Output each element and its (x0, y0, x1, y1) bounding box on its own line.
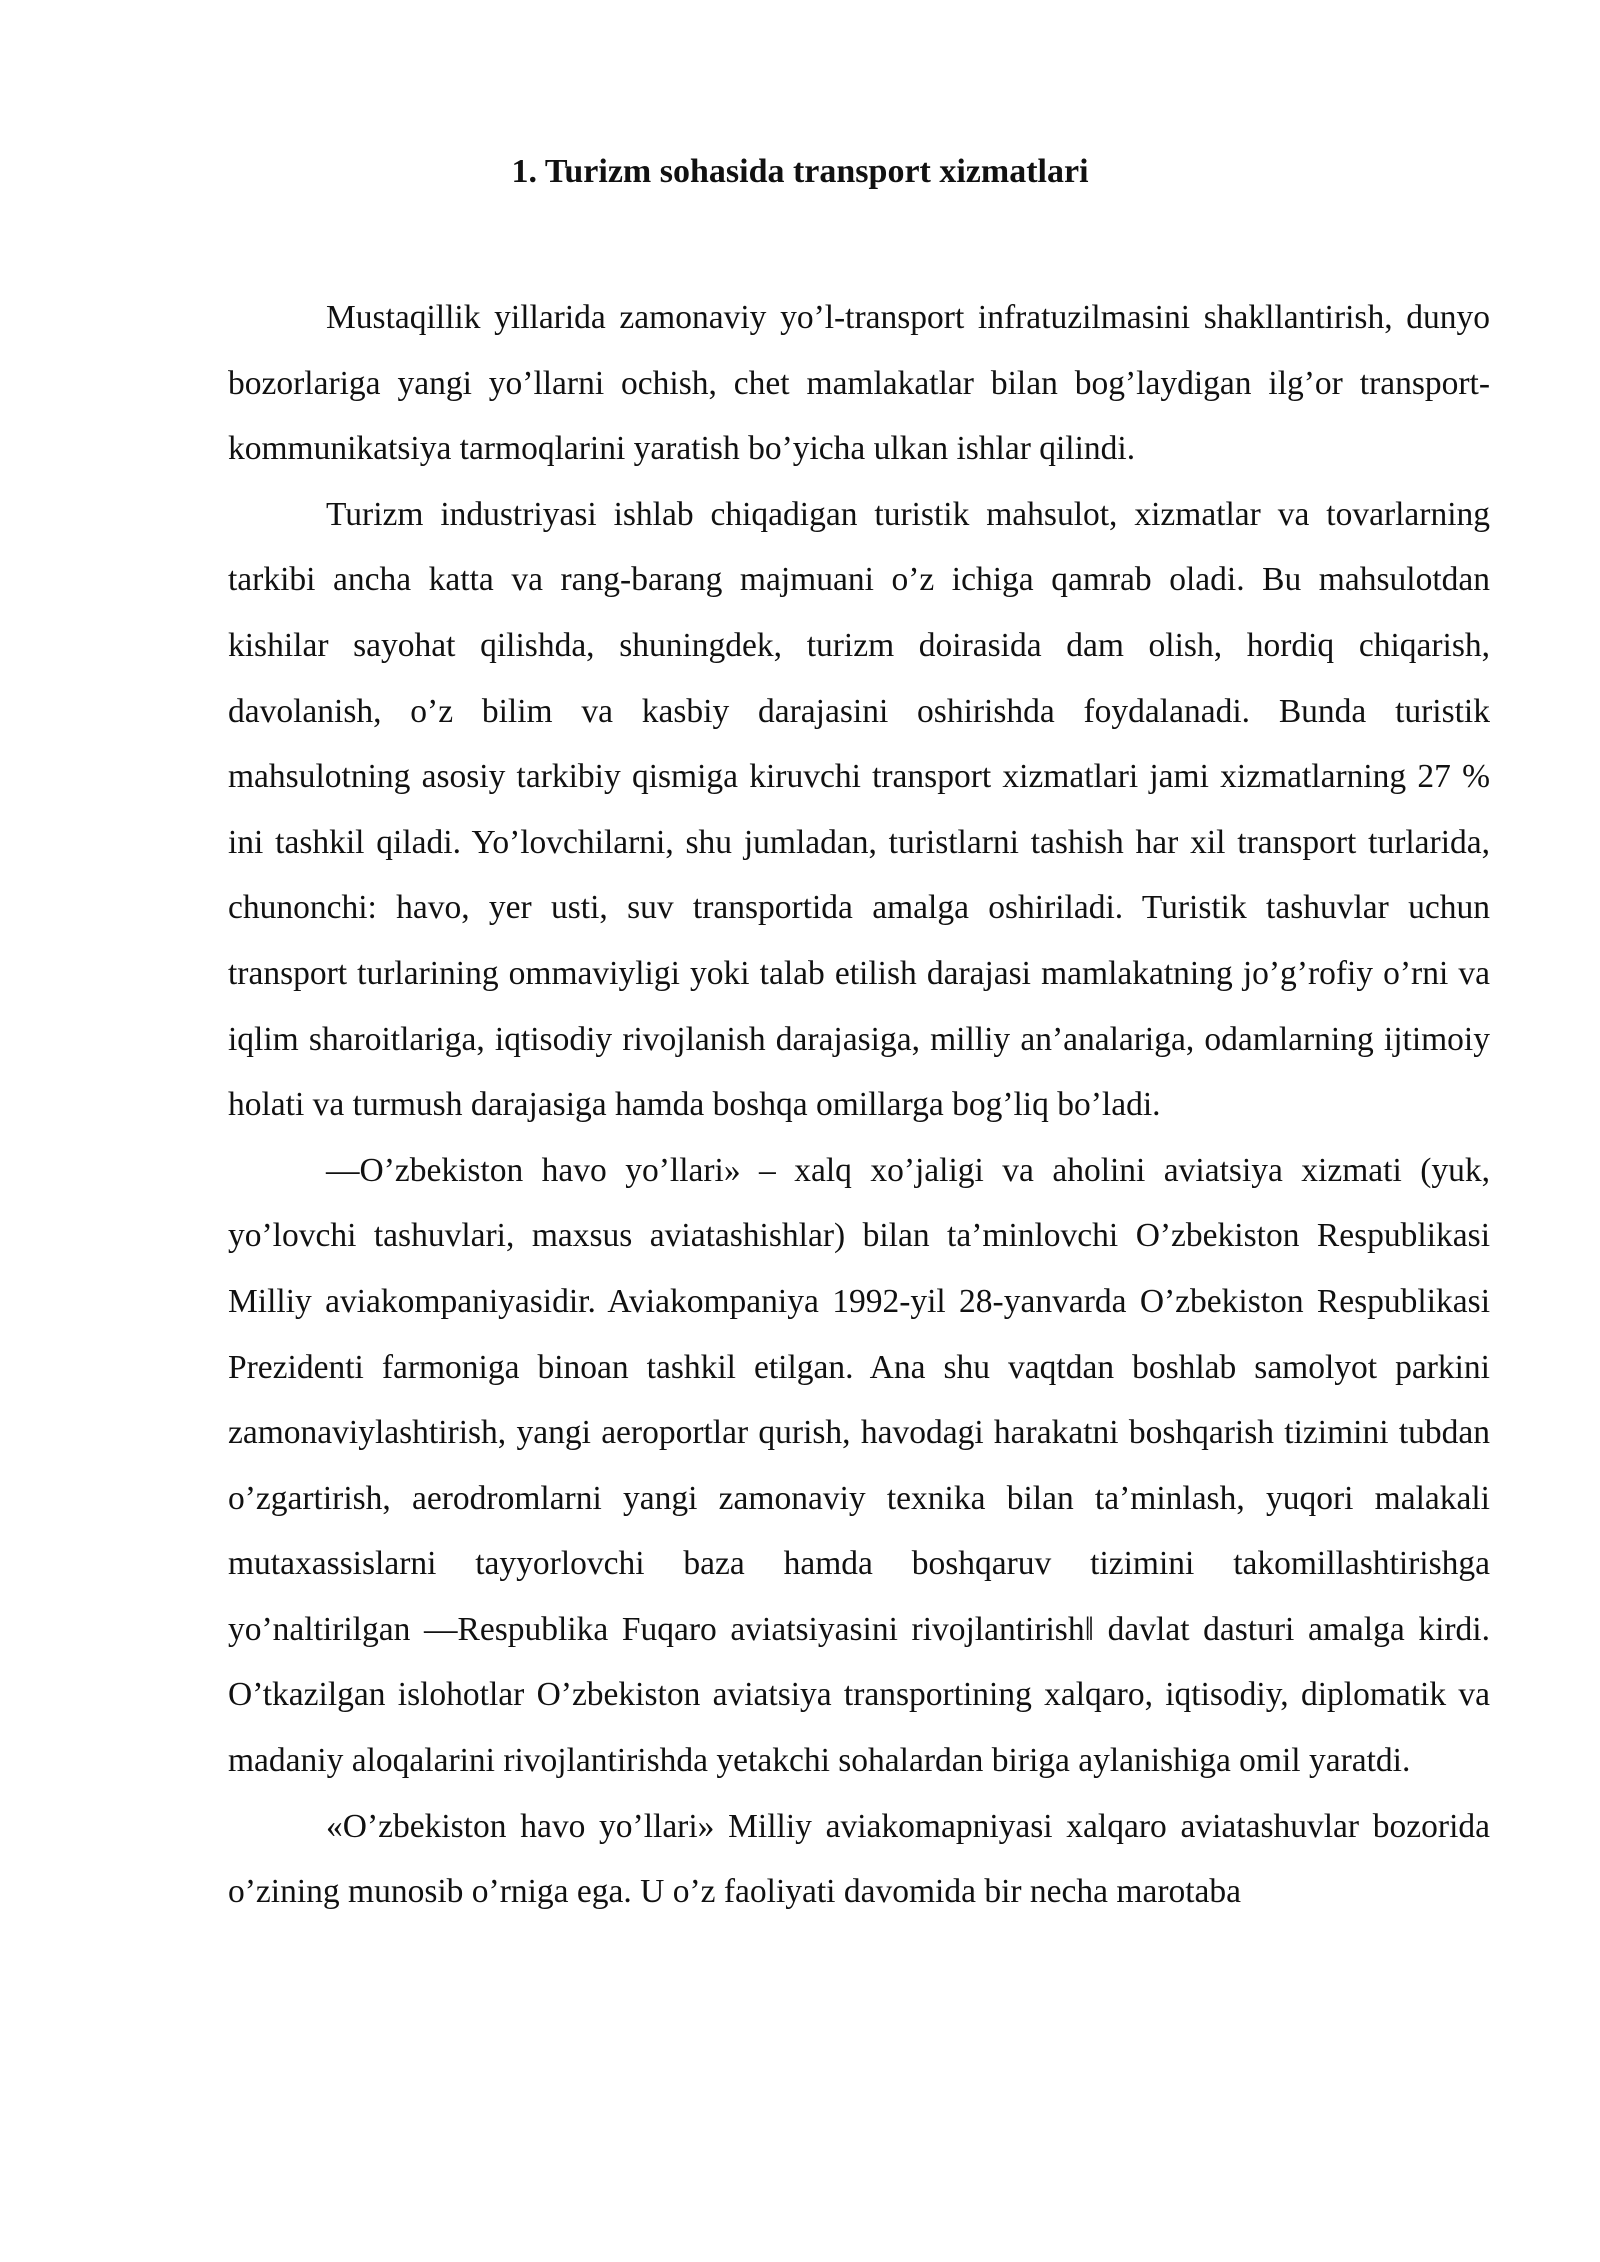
paragraph: Turizm industriyasi ishlab chiqadigan turistik mahsulot, xizmatlar va tovarlarning tarkibi ancha katta va rang-barang majmuani o’z ichiga qamrab oladi. Bu mahsulotdan kishilar sayohat qilishda, shuningdek, turizm doirasida dam olish, hordiq chiqarish, davolanish, o’z bilim va kasbiy darajasini oshirishda foydalanadi. Bunda turistik mahsulotning asosiy tarkibiy qismiga kiruvchi transport xizmatlari jami xizmatlarning 27 % ini tashkil qiladi. Yo’lovchilarni, shu jumladan, turistlarni tashish har xil transport turlarida, chunonchi: havo, yer usti, suv transportida amalga oshiriladi. Turistik tashuvlar uchun transport turlarining ommaviyligi yoki talab etilish darajasi mamlakatning jo’g’rofiy o’rni va iqlim sharoitlariga, iqtisodiy rivojlanish darajasiga, milliy an’analariga, odamlarning ijtimoiy holati va turmush darajasiga hamda boshqa omillarga bog’liq bo’ladi. (228, 495, 1490, 1124)
paragraph: «O’zbekiston havo yo’llari» Milliy aviakomapniyasi xalqaro aviatashuvlar bozorida o’zining munosib o’rniga ega. U o’z faoliyati davomida bir necha marotaba (228, 1807, 1490, 1911)
document-body (228, 285, 1490, 1925)
document-title: 1. Turizm sohasida transport xizmatlari (511, 153, 1089, 190)
paragraph: ―O’zbekiston havo yo’llari» – xalq xo’jaligi va aholini aviatsiya xizmati (yuk, yo’lovchi tashuvlari, maxsus aviatashishlar) bilan ta’minlovchi O’zbekiston Respublikasi Milliy aviakompaniyasidir. Aviakompaniya 1992-yil 28-yanvarda O’zbekiston Respublikasi Prezidenti farmoniga binoan tashkil etilgan. Ana shu vaqtdan boshlab samolyot parkini zamonaviylashtirish, yangi aeroportlar qurish, havodagi harakatni boshqarish tizimini tubdan o’zgartirish, aerodromlarni yangi zamonaviy texnika bilan ta’minlash, yuqori malakali mutaxassislarni tayyorlovchi baza hamda boshqaruv tizimini takomillashtirishga yo’naltirilgan ―Respublika Fuqaro aviatsiyasini rivojlantirish‖ davlat dasturi amalga kirdi. O’tkazilgan islohotlar O’zbekiston aviatsiya transportining xalqaro, iqtisodiy, diplomatik va madaniy aloqalarini rivojlantirishda yetakchi sohalardan biriga aylanishiga omil yaratdi. (228, 1151, 1490, 1780)
paragraph: Mustaqillik yillarida zamonaviy yo’l-transport infratuzilmasini shakllantirish, dunyo bozorlariga yangi yo’llarni ochish, chet mamlakatlar bilan bog’laydigan ilg’or transport-kommunikatsiya tarmoqlarini yaratish bo’yicha ulkan ishlar qilindi. (228, 299, 1490, 468)
